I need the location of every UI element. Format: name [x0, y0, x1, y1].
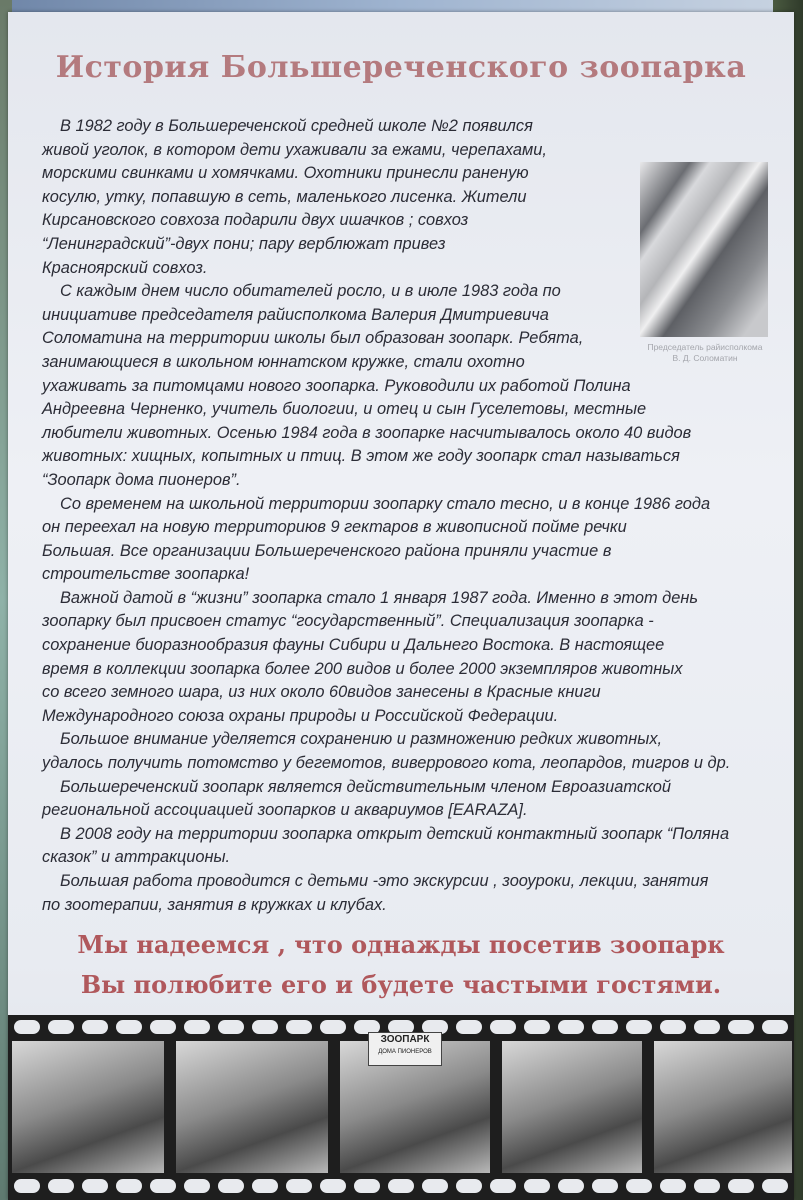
text-line: со всего земного шара, из них около 60видов занесены в Красные книги	[42, 683, 601, 702]
film-holes-bottom	[8, 1179, 800, 1195]
text-line: В 1982 году в Большереченской средней школе №2 появился	[60, 117, 533, 135]
film-hole	[728, 1020, 754, 1034]
text-line: Красноярский совхоз.	[42, 258, 208, 277]
history-text	[42, 115, 802, 917]
zoo-sign-title: ЗООПАРК	[380, 1034, 430, 1045]
film-hole	[252, 1020, 278, 1034]
film-hole	[422, 1179, 448, 1193]
text-line: Важной датой в “жизни” зоопарка стало 1 января 1987 года. Именно в этот день	[60, 588, 698, 607]
film-hole	[286, 1179, 312, 1193]
text-line: удалось получить потомство у бегемотов, виверрового кота, леопардов, тигров и др.	[42, 754, 731, 773]
film-hole	[558, 1179, 584, 1193]
film-hole	[592, 1179, 618, 1193]
poster-title: История Большереченского зоопарка	[55, 50, 747, 85]
film-hole	[694, 1179, 720, 1193]
text-line: ухаживать за питомцами нового зоопарка. Руководили их работой Полина	[42, 376, 631, 395]
text-line: занимающиеся в школьном юннатском кружке, стали охотно	[42, 352, 525, 371]
film-hole	[524, 1020, 550, 1034]
text-line: Андреевна Черненко, учитель биологии, и отец и сын Гуселетовы, местные	[42, 400, 647, 419]
film-frame-camel	[176, 1041, 328, 1173]
film-hole	[524, 1179, 550, 1193]
zoo-sign	[368, 1032, 442, 1066]
text-line: время в коллекции зоопарка более 200 видов и более 2000 экземпляров животных	[42, 659, 683, 678]
film-hole	[320, 1020, 346, 1034]
text-line: сохранение биоразнообразия фауны Сибири и Дальнего Востока. В настоящее	[42, 636, 665, 655]
film-hole	[456, 1020, 482, 1034]
text-line: Большое внимание уделяется сохранению и размножению редких животных,	[60, 730, 663, 749]
text-line: он переехал на новую территориюв 9 гектаров в живописной пойме речки	[42, 518, 627, 537]
film-frame-animals	[502, 1041, 642, 1173]
zoo-sign-subtitle: ДОМА ПИОНЕРОВ	[378, 1049, 432, 1055]
film-hole	[48, 1020, 74, 1034]
film-hole	[490, 1179, 516, 1193]
text-line: Большая. Все организации Большереченского района приняли участие в	[42, 541, 612, 560]
text-line: любители животных. Осенью 1984 года в зоопарке насчитывалось около 40 видов	[42, 423, 692, 442]
film-hole	[762, 1179, 788, 1193]
text-line: инициативе председателя райисполкома Валерия Дмитриевича	[42, 305, 549, 324]
film-hole	[218, 1020, 244, 1034]
text-line: С каждым днем число обитателей росло, и в июле 1983 года по	[60, 282, 561, 301]
film-hole	[354, 1179, 380, 1193]
film-hole	[626, 1020, 652, 1034]
film-hole	[48, 1179, 74, 1193]
text-line: Соломатина на территории школы был образован зоопарк. Ребята,	[42, 329, 584, 348]
text-line: “Ленинградский”-двух пони; пару верблюжат привез	[42, 234, 446, 253]
text-line: строительстве зоопарка!	[42, 565, 250, 584]
film-hole	[286, 1020, 312, 1034]
film-hole	[490, 1020, 516, 1034]
text-line: региональной ассоциацией зоопарков и аквариумов [EARAZA].	[42, 801, 528, 820]
text-line: живой уголок, в котором дети ухаживали за ежами, черепахами,	[42, 140, 547, 159]
text-line: В 2008 году на территории зоопарка открыт детский контактный зоопарк “Поляна	[60, 824, 730, 843]
slogan-line-1: Мы надеемся , что однажды посетив зоопарк	[77, 930, 725, 959]
text-line: Большереченский зоопарк является действительным членом Евроазиатской	[60, 777, 672, 796]
film-hole	[558, 1020, 584, 1034]
text-line: Со временем на школьной территории зоопарку стало тесно, и в конце 1986 года	[60, 494, 711, 513]
film-hole	[116, 1179, 142, 1193]
film-hole	[184, 1020, 210, 1034]
film-hole	[252, 1179, 278, 1193]
text-line: Большая работа проводится с детьми -это экскурсии , зооуроки, лекции, занятия	[60, 872, 709, 890]
film-hole	[150, 1020, 176, 1034]
text-line: косулю, утку, попавшую в сеть, маленького лисенка. Жители	[42, 187, 527, 206]
film-hole	[456, 1179, 482, 1193]
text-line: “Зоопарк дома пионеров”.	[42, 470, 241, 489]
film-hole	[218, 1179, 244, 1193]
film-hole	[82, 1179, 108, 1193]
text-line: Кирсановского совхоза подарили двух ишачков ; совхоз	[42, 211, 469, 230]
film-frame-group	[654, 1041, 792, 1173]
text-line: зоопарку был присвоен статус “государственный”. Специализация зоопарка -	[42, 612, 654, 631]
film-hole	[762, 1020, 788, 1034]
caption-line: В. Д. Соломатин	[672, 353, 738, 363]
film-hole	[694, 1020, 720, 1034]
film-hole	[388, 1179, 414, 1193]
film-hole	[14, 1179, 40, 1193]
poster-banner	[8, 12, 794, 1200]
film-hole	[150, 1179, 176, 1193]
text-line: морскими свинками и хомячками. Охотники принесли раненую	[42, 164, 529, 183]
text-line: животных: хищных, копытных и птиц. В этом же году зоопарк стал называться	[42, 447, 680, 466]
film-hole	[592, 1020, 618, 1034]
film-hole	[116, 1020, 142, 1034]
caption-line: Председатель райисполкома	[647, 342, 763, 352]
film-hole	[320, 1179, 346, 1193]
film-hole	[626, 1179, 652, 1193]
text-line: по зоотерапии, занятия в кружках и клубах.	[42, 895, 387, 914]
slogan-line-2: Вы полюбите его и будете частыми гостями.	[80, 970, 722, 999]
film-hole	[660, 1179, 686, 1193]
film-hole	[728, 1179, 754, 1193]
film-hole	[82, 1020, 108, 1034]
film-hole	[14, 1020, 40, 1034]
text-line: сказок” и аттракционы.	[42, 848, 231, 867]
text-line: Международного союза охраны природы и Российской Федерации.	[42, 706, 559, 725]
film-hole	[184, 1179, 210, 1193]
film-frame-children	[12, 1041, 164, 1173]
film-hole	[660, 1020, 686, 1034]
